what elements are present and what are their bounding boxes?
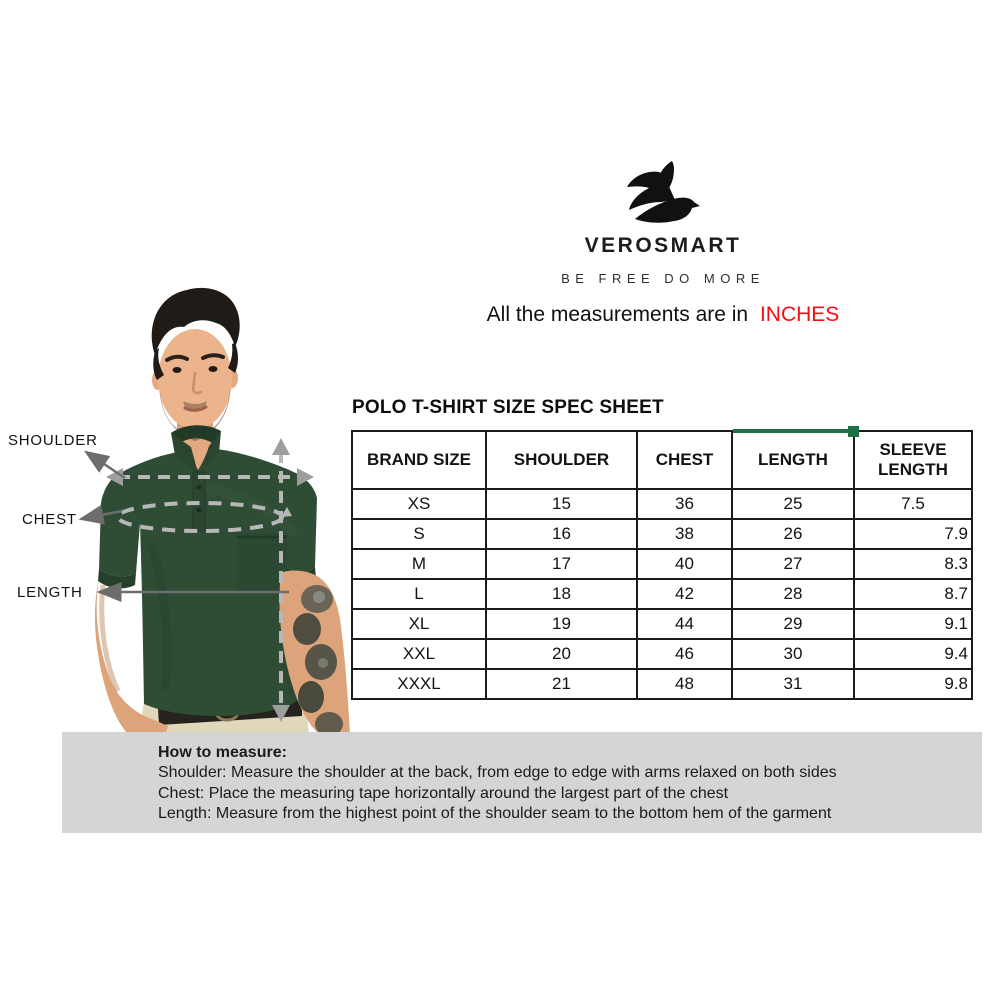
- length-measure-label: LENGTH: [17, 584, 83, 601]
- units-note-unit: INCHES: [759, 303, 840, 326]
- units-note: [463, 303, 863, 327]
- cell: 38: [637, 519, 732, 549]
- cell: XS: [352, 489, 486, 519]
- brand-tagline: BE FREE DO MORE: [561, 271, 765, 286]
- cell: S: [352, 519, 486, 549]
- cell: L: [352, 579, 486, 609]
- size-row-xs: [352, 489, 972, 519]
- how-to-measure-chest: Chest: Place the measuring tape horizontally around the largest part of the chest: [158, 784, 729, 802]
- how-to-measure-heading: How to measure:: [158, 744, 287, 761]
- cell: 7.9: [854, 519, 972, 549]
- cell: 7.5: [854, 489, 972, 519]
- cell: 46: [637, 639, 732, 669]
- cell: 27: [732, 549, 854, 579]
- size-row-m: [352, 549, 972, 579]
- cell: 25: [732, 489, 854, 519]
- shoulder-measure-label: SHOULDER: [8, 432, 98, 449]
- cell: 20: [486, 639, 637, 669]
- col-header-brand-size: BRAND SIZE: [352, 431, 486, 489]
- col-header-shoulder: SHOULDER: [486, 431, 637, 489]
- col-header-sleeve-length: SLEEVE LENGTH: [854, 431, 972, 489]
- brand-block: [463, 160, 863, 327]
- chest-measure-label: CHEST: [22, 511, 77, 528]
- how-to-measure-length: Length: Measure from the highest point of the shoulder seam to the bottom hem of the garment: [158, 805, 832, 823]
- cell: 31: [732, 669, 854, 699]
- cell: 9.8: [854, 669, 972, 699]
- selection-handle: [848, 426, 859, 437]
- cell: 36: [637, 489, 732, 519]
- cell: XXL: [352, 639, 486, 669]
- cell: 40: [637, 549, 732, 579]
- size-row-s: [352, 519, 972, 549]
- cell: 42: [637, 579, 732, 609]
- size-row-xxxl: [352, 669, 972, 699]
- bird-logo-icon: [625, 160, 701, 230]
- cell: M: [352, 549, 486, 579]
- cell: 9.1: [854, 609, 972, 639]
- units-note-text: All the measurements are in: [486, 303, 749, 326]
- cell: 28: [732, 579, 854, 609]
- cell: 8.3: [854, 549, 972, 579]
- how-to-measure-shoulder: Shoulder: Measure the shoulder at the back, from edge to edge with arms relaxed on both sides: [158, 764, 837, 782]
- cell: 48: [637, 669, 732, 699]
- selection-highlight-bar: [733, 429, 855, 433]
- size-row-l: [352, 579, 972, 609]
- cell: 30: [732, 639, 854, 669]
- brand-name: VEROSMART: [584, 234, 742, 257]
- cell: 8.7: [854, 579, 972, 609]
- cell: XL: [352, 609, 486, 639]
- measurement-annotations: [0, 425, 345, 730]
- header-row: [352, 431, 972, 489]
- size-spec-table: [351, 430, 973, 700]
- spec-sheet-title: POLO T-SHIRT SIZE SPEC SHEET: [352, 397, 664, 418]
- cell: 9.4: [854, 639, 972, 669]
- cell: 44: [637, 609, 732, 639]
- cell: 21: [486, 669, 637, 699]
- cell: 15: [486, 489, 637, 519]
- cell: XXXL: [352, 669, 486, 699]
- cell: 16: [486, 519, 637, 549]
- how-to-measure-panel: [62, 732, 982, 833]
- cell: 19: [486, 609, 637, 639]
- size-row-xxl: [352, 639, 972, 669]
- cell: 29: [732, 609, 854, 639]
- col-header-chest: CHEST: [637, 431, 732, 489]
- size-row-xl: [352, 609, 972, 639]
- col-header-length: LENGTH: [732, 431, 854, 489]
- cell: 18: [486, 579, 637, 609]
- cell: 17: [486, 549, 637, 579]
- cell: 26: [732, 519, 854, 549]
